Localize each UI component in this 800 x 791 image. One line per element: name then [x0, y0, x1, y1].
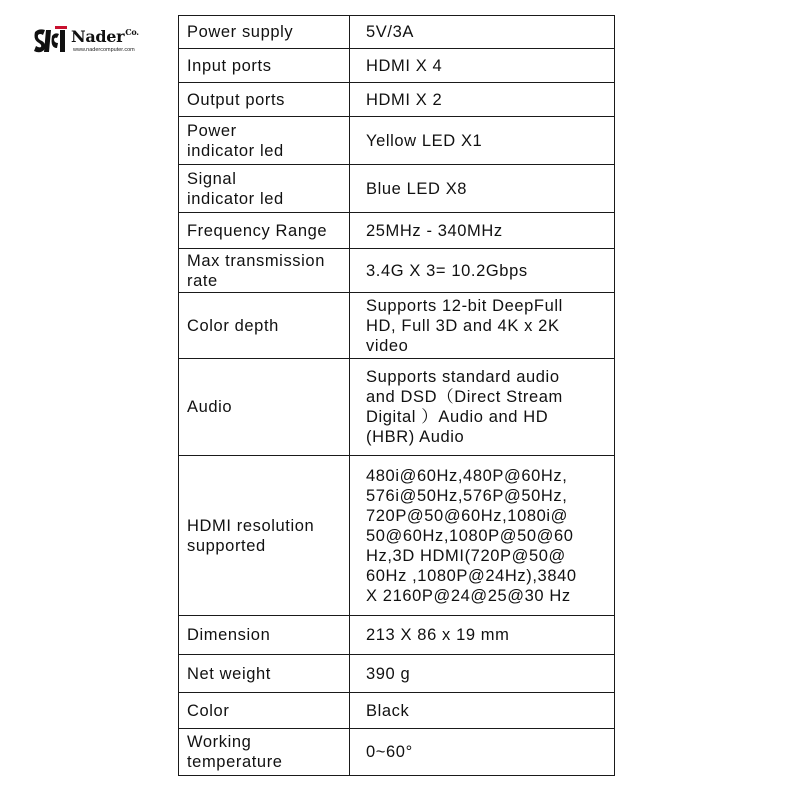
- spec-value: HDMI X 4: [350, 49, 615, 83]
- spec-row: [179, 83, 615, 117]
- spec-label: Signal indicator led: [179, 165, 350, 213]
- spec-label: Frequency Range: [179, 213, 350, 249]
- brand-suffix: Co.: [125, 27, 139, 37]
- spec-value: Blue LED X8: [350, 165, 615, 213]
- spec-row: [179, 293, 615, 359]
- spec-value: Yellow LED X1: [350, 117, 615, 165]
- spec-label: Power supply: [179, 16, 350, 49]
- spec-value: 5V/3A: [350, 16, 615, 49]
- spec-value: 390 g: [350, 655, 615, 693]
- spec-value: HDMI X 2: [350, 83, 615, 117]
- spec-row: [179, 616, 615, 655]
- brand-logo: [33, 24, 163, 60]
- spec-value: 25MHz - 340MHz: [350, 213, 615, 249]
- spec-label: Power indicator led: [179, 117, 350, 165]
- spec-label: Audio: [179, 359, 350, 456]
- spec-row: [179, 117, 615, 165]
- spec-label: Color depth: [179, 293, 350, 359]
- spec-value: Supports standard audio and DSD（Direct Stream Digital ）Audio and HD (HBR) Audio: [350, 359, 615, 456]
- spec-label: Max transmission rate: [179, 249, 350, 293]
- spec-value: 0~60°: [350, 729, 615, 776]
- spec-row: [179, 249, 615, 293]
- spec-row: [179, 729, 615, 776]
- spec-row: [179, 693, 615, 729]
- spec-label: Net weight: [179, 655, 350, 693]
- specifications-body: [179, 16, 615, 776]
- spec-value: Supports 12-bit DeepFull HD, Full 3D and 4K x 2K video: [350, 293, 615, 359]
- spec-label: Color: [179, 693, 350, 729]
- spec-row: [179, 213, 615, 249]
- spec-value: 3.4G X 3= 10.2Gbps: [350, 249, 615, 293]
- spec-label: Output ports: [179, 83, 350, 117]
- spec-label: Dimension: [179, 616, 350, 655]
- spec-value: Black: [350, 693, 615, 729]
- brand-url: www.nadercomputer.com: [73, 47, 135, 53]
- specifications-table: [178, 15, 615, 776]
- spec-row: [179, 655, 615, 693]
- brand-name: Nader$^{Co.}$: [71, 27, 139, 46]
- spec-row: [179, 456, 615, 616]
- spec-value: 213 X 86 x 19 mm: [350, 616, 615, 655]
- spec-row: [179, 165, 615, 213]
- spec-label: HDMI resolution supported: [179, 456, 350, 616]
- spec-label: Input ports: [179, 49, 350, 83]
- spec-label: Working temperature: [179, 729, 350, 776]
- spec-row: [179, 359, 615, 456]
- nader-logo-icon: [33, 26, 67, 54]
- spec-row: [179, 49, 615, 83]
- spec-value: 480i@60Hz,480P@60Hz, 576i@50Hz,576P@50Hz, 720P@50@60Hz,1080i@ 50@60Hz,1080P@50@60 Hz,3D HDMI(720P@50@ 60Hz ,1080P@24Hz),3840 X 2160P@24@25@30 Hz: [350, 456, 615, 616]
- spec-row: [179, 16, 615, 49]
